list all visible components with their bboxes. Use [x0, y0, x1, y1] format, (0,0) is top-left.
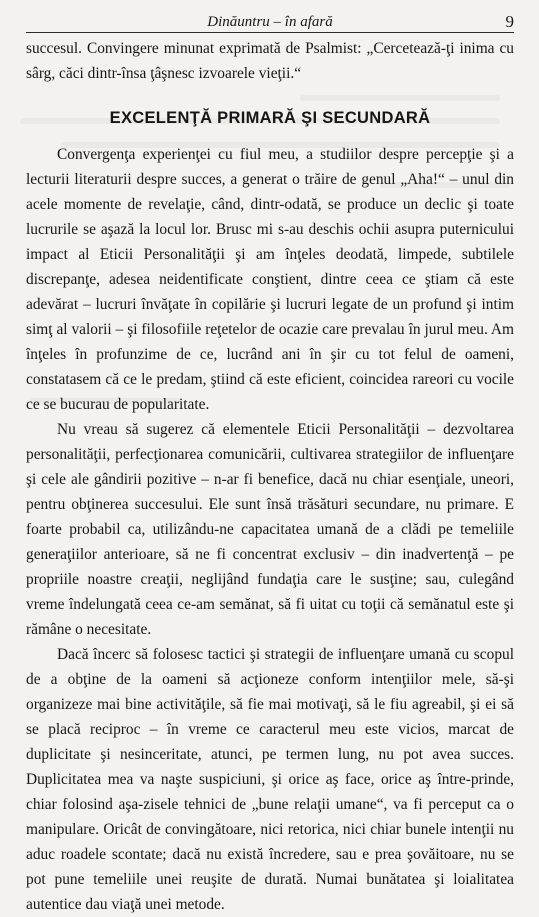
- paragraph: Dacă încerc să folosesc tactici şi strategii de influenţare umană cu scopul de a obţine de la oameni să acţioneze conform intenţiilor mele, să-şi organizeze mai bine activităţile, să fie mai motivaţi, să le fiu agreabil, şi ei să se placă reciproc – în vreme ce caracterul meu este vicios, marcat de duplicitate şi nesinceritate, atunci, pe termen lung, nu pot avea succes. Duplicitatea mea va naşte suspiciuni, şi orice aş face, orice aş între-prinde, chiar folosind aşa-zisele tehnici de „bune relaţii umane“, va fi perceput ca o manipulare. Oricât de convingătoare, nici retorica, nici chiar bunele intenţii nu aduc roadele scontate; dacă nu există încredere, sau e prea şovăitoare, nu se pot pune temeliile unei reuşite de durată. Numai bunătatea şi loialitatea autentice dau viaţă unei metode.: [26, 646, 514, 913]
- header-rule: [26, 32, 514, 33]
- paragraph: Nu vreau să sugerez că elementele Eticii Personalităţii – dezvoltarea personalităţii, perfecţionarea comunicării, cultivarea strategiilor de influenţare şi cele ale gândirii pozitive – n-ar fi benefice, dacă nu chiar esenţiale, uneori, pentru obţinerea succesului. Ele sunt însă trăsături secundare, nu primare. E foarte probabil ca, utilizându-ne capacitatea umană de a clădi pe temeliile generaţiilor anterioare, să ne fi concentrat exclusiv – din inadvertenţă – pe propriile noastre creaţii, neglijând fundaţia care le susţine; sau, culegând vreme îndelungată ceea ce-am semănat, să fi uitat cu toţii că semănatul este şi rămâne o necesitate.: [26, 421, 514, 638]
- page-number: 9: [505, 12, 514, 31]
- opening-paragraph: succesul. Convingere minunat exprimată de Psalmist: „Cercetează-ţi inima cu sârg, căci dintr-însa ţâşnesc izvoarele vieţii.“: [26, 40, 514, 82]
- paragraph: Convergenţa experienţei cu fiul meu, a studiilor despre percepţie şi a lecturii literaturii despre succes, a generat o trăire de genul „Aha!“ – unul din acele momente de revelaţie, când, dintr-odată, se produce un declic şi toate lucrurile se aşază la locul lor. Brusc mi s-au deschis ochii asupra puternicului impact al Eticii Personalităţii şi am înţeles deodată, limpede, subtilele discrepanţe, adesea neidentificate conştient, dintre ceea ce ştiam că este adevărat – lucruri învăţate în copilărie şi lucruri legate de un profund şi intim simţ al valorii – şi filosofiile reţetelor de ocazie care prevalau în jurul meu. Am înţeles în profunzime de ce, lucrând ani în şir cu tot felul de oameni, constatasem că ce le predam, ştiind că este eficient, coincidea rareori cu vocile ce se bucurau de popularitate.: [26, 146, 514, 413]
- section-heading: EXCELENŢĂ PRIMARĂ ŞI SECUNDARĂ: [109, 109, 431, 127]
- page-header: [26, 12, 514, 34]
- body-text: [26, 36, 514, 917]
- running-head: Dinăuntru – în afară: [207, 14, 333, 30]
